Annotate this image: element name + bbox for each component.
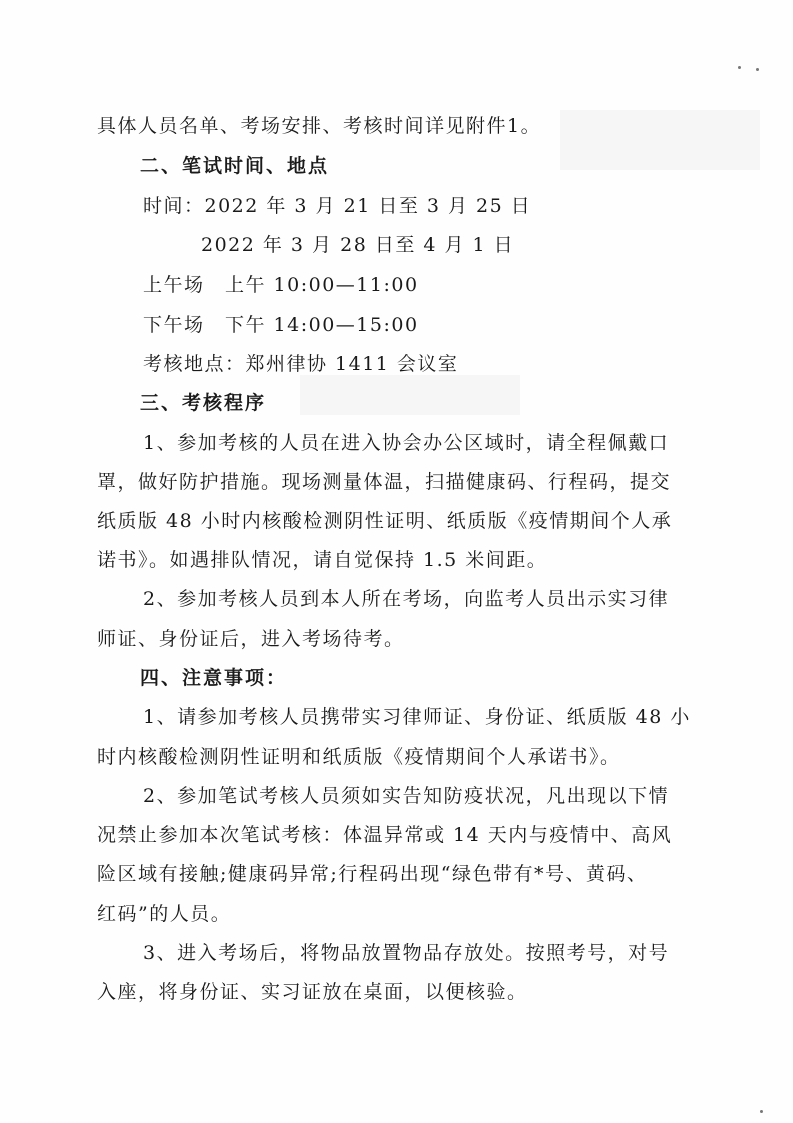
paragraph-line: 红码”的人员。: [97, 903, 232, 925]
paragraph-line: 险区域有接触;健康码异常;行程码出现“绿色带有*号、黄码、: [97, 863, 648, 885]
morning-session: 上午场 上午 10:00—11:00: [143, 274, 419, 296]
section-heading-notes: 四、注意事项：: [140, 667, 288, 689]
paragraph-line: 时内核酸检测阴性证明和纸质版《疫情期间个人承诺书》。: [97, 746, 621, 768]
paragraph-line: 罩，做好防护措施。现场测量体温，扫描健康码、行程码，提交: [97, 471, 672, 493]
exam-location: 考核地点：郑州律协 1411 会议室: [143, 353, 459, 375]
paragraph-line: 3、进入考场后，将物品放置物品存放处。按照考号，对号: [143, 942, 670, 964]
section-heading-procedure: 三、考核程序: [140, 392, 267, 414]
exam-time-line-1: 时间：2022 年 3 月 21 日至 3 月 25 日: [143, 195, 532, 217]
section-heading-exam-time-place: 二、笔试时间、地点: [140, 155, 330, 177]
afternoon-session: 下午场 下午 14:00—15:00: [143, 314, 419, 336]
paragraph-line: 1、请参加考核人员携带实习律师证、身份证、纸质版 48 小: [143, 706, 691, 728]
paragraph-line: 纸质版 48 小时内核酸检测阴性证明、纸质版《疫情期间个人承: [97, 510, 673, 532]
paragraph-line: 入座，将身份证、实习证放在桌面，以便核验。: [97, 981, 528, 1003]
paragraph-line: 1、参加考核的人员在进入协会办公区域时，请全程佩戴口: [143, 432, 670, 454]
paragraph-line: 师证、身份证后，进入考场待考。: [97, 628, 405, 650]
scan-speck: [738, 66, 741, 69]
scan-shadow: [560, 110, 760, 170]
paragraph-line: 具体人员名单、考场安排、考核时间详见附件1。: [97, 115, 542, 137]
scan-speck: [756, 68, 759, 71]
scan-speck: [760, 1110, 763, 1113]
paragraph-line: 诺书》。如遇排队情况，请自觉保持 1.5 米间距。: [97, 549, 548, 571]
scan-shadow: [300, 375, 520, 415]
paragraph-line: 2、参加考核人员到本人所在考场，向监考人员出示实习律: [143, 588, 670, 610]
paragraph-line: 2、参加笔试考核人员须如实告知防疫状况，凡出现以下情: [143, 785, 670, 807]
paragraph-line: 况禁止参加本次笔试考核：体温异常或 14 天内与疫情中、高风: [97, 824, 673, 846]
exam-time-line-2: 2022 年 3 月 28 日至 4 月 1 日: [201, 234, 515, 256]
